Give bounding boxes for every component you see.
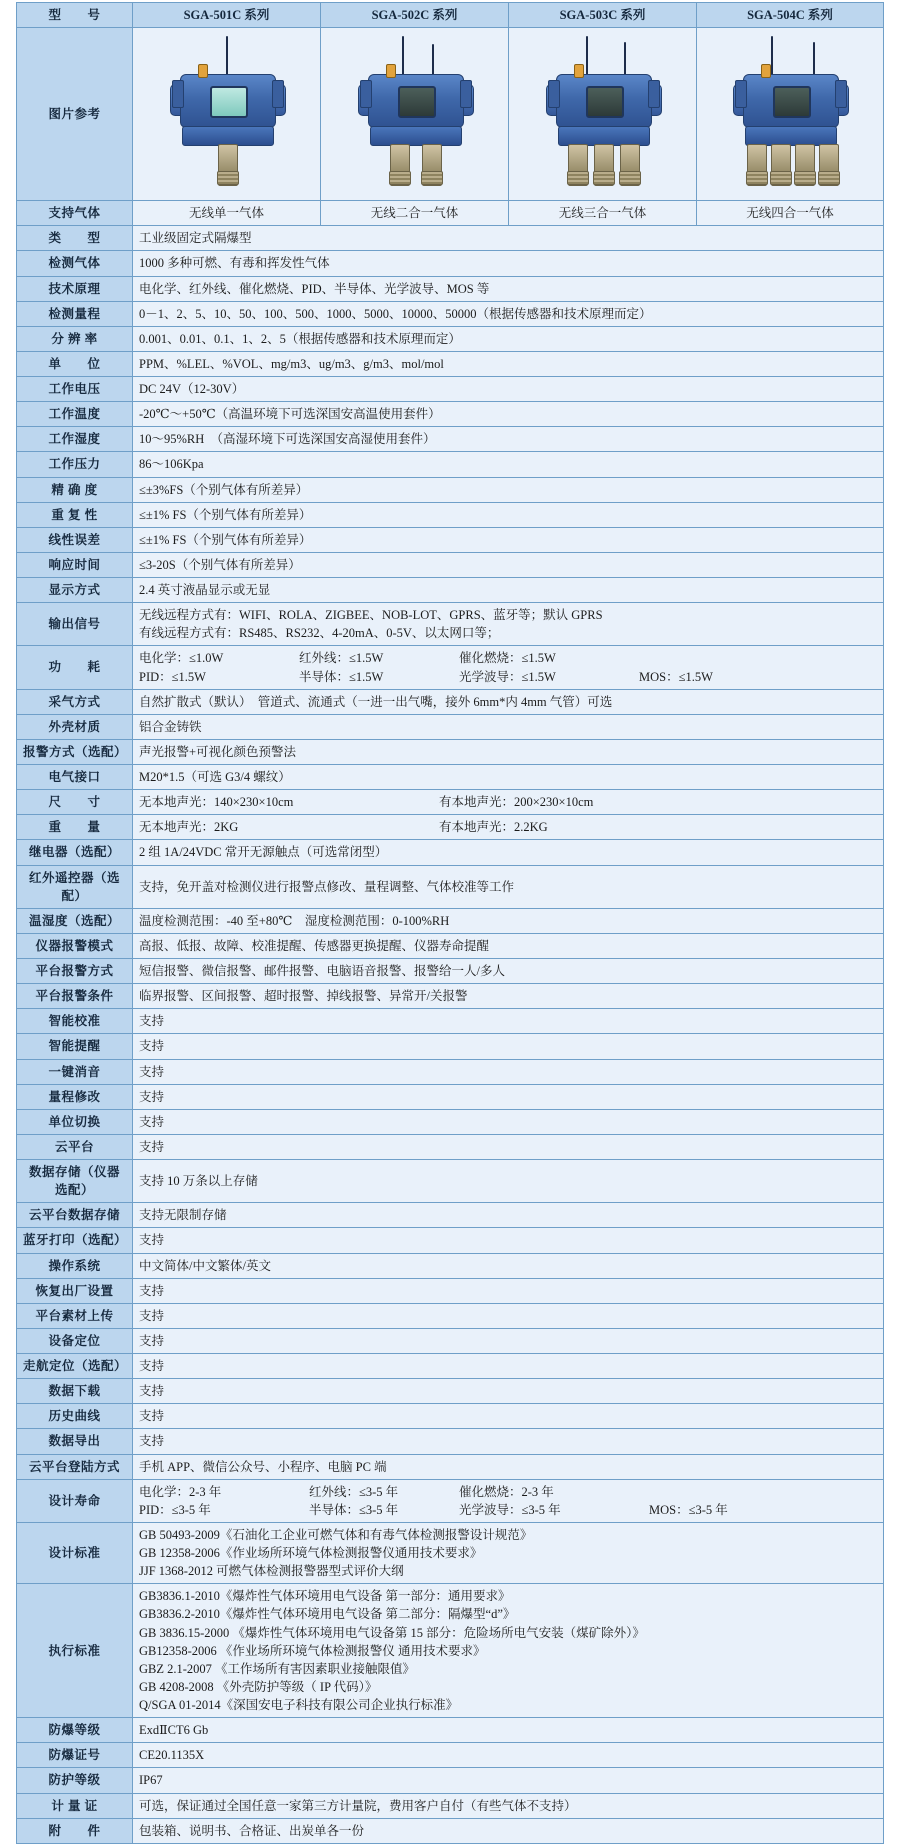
row-label: 温湿度（选配）: [17, 908, 133, 933]
row-value: 中文简体/中文繁体/英文: [133, 1253, 884, 1278]
row-label: 数据下载: [17, 1379, 133, 1404]
device-image-2: [321, 28, 509, 201]
model-header-2: SGA-502C 系列: [321, 3, 509, 28]
row-label: 电气接口: [17, 765, 133, 790]
output-signal-wireless: 无线远程方式有：WIFI、ROLA、ZIGBEE、NOB-LOT、GPRS、蓝牙等；默认 GPRS: [139, 608, 603, 623]
table-row: [17, 1328, 884, 1353]
row-value-power: [133, 646, 884, 689]
row-label: 技术原理: [17, 276, 133, 301]
model-header-1: SGA-501C 系列: [133, 3, 321, 28]
row-value: 临界报警、区间报警、超时报警、掉线报警、异常开/关报警: [133, 984, 884, 1009]
row-value: 10～95%RH （高湿环境下可选深国安高湿使用套件）: [133, 427, 884, 452]
row-label-output-signal: 输出信号: [17, 603, 133, 646]
table-row: [17, 1718, 884, 1743]
table-row: [17, 1429, 884, 1454]
row-value: 1000 多种可燃、有毒和挥发性气体: [133, 251, 884, 276]
row-value: ≤±3%FS（个别气体有所差异）: [133, 477, 884, 502]
table-row: [17, 1404, 884, 1429]
table-row: [17, 1818, 884, 1843]
exec-standard-line: GBZ 2.1-2007 《工作场所有害因素职业接触限值》: [139, 1661, 416, 1676]
output-signal-wired: 有线远程方式有：RS485、RS232、4-20mA、0-5V、以太网口等；: [139, 626, 500, 641]
table-row: [17, 452, 884, 477]
table-row: [17, 578, 884, 603]
row-label-gas-support: 支持气体: [17, 201, 133, 226]
table-row: [17, 1228, 884, 1253]
row-label: 类 型: [17, 226, 133, 251]
exec-standard-line: GB3836.1-2010《爆炸性气体环境用电气设备 第一部分：通用要求》: [139, 1589, 511, 1604]
gas-support-4: 无线四合一气体: [697, 201, 884, 226]
life-infrared: 红外线：≤3-5 年: [309, 1484, 399, 1499]
row-label: 重 复 性: [17, 502, 133, 527]
table-row: [17, 1454, 884, 1479]
row-value: 工业级固定式隔爆型: [133, 226, 884, 251]
row-value: PPM、%LEL、%VOL、mg/m3、ug/m3、g/m3、mol/mol: [133, 351, 884, 376]
table-row: [17, 552, 884, 577]
table-row: [17, 865, 884, 908]
row-label: 外壳材质: [17, 714, 133, 739]
row-value: CE20.1135X: [133, 1743, 884, 1768]
life-optical: 光学波导：≤3-5 年: [459, 1502, 561, 1517]
table-row: [17, 984, 884, 1009]
row-value: 可选，保证通过全国任意一家第三方计量院，费用客户自付（有些气体不支持）: [133, 1793, 884, 1818]
row-label: 云平台: [17, 1134, 133, 1159]
table-row: [17, 739, 884, 764]
row-value: 支持: [133, 1228, 884, 1253]
weight-without-alarm: 无本地声光：2KG: [139, 820, 239, 835]
row-value: M20*1.5（可选 G3/4 螺纹）: [133, 765, 884, 790]
row-value: 高报、低报、故障、校准提醒、传感器更换提醒、仪器寿命提醒: [133, 933, 884, 958]
table-row: [17, 377, 884, 402]
row-label: 设备定位: [17, 1328, 133, 1353]
row-label: 工作压力: [17, 452, 133, 477]
row-value: ≤±1% FS（个别气体有所差异）: [133, 527, 884, 552]
table-row-weight: [17, 815, 884, 840]
row-label: 数据存储（仪器选配）: [17, 1160, 133, 1203]
table-row: [17, 1379, 884, 1404]
life-semiconductor: 半导体：≤3-5 年: [309, 1502, 399, 1517]
row-label: 采气方式: [17, 689, 133, 714]
row-label: 精 确 度: [17, 477, 133, 502]
row-value: 86～106Kpa: [133, 452, 884, 477]
row-value: 2 组 1A/24VDC 常开无源触点（可选常闭型）: [133, 840, 884, 865]
row-value: 支持: [133, 1354, 884, 1379]
table-row: [17, 714, 884, 739]
life-pid: PID：≤3-5 年: [139, 1502, 211, 1517]
row-value: 支持: [133, 1134, 884, 1159]
row-value: 支持无限制存储: [133, 1203, 884, 1228]
exec-standard-line: GB 4208-2008 《外壳防护等级（ IP 代码）》: [139, 1679, 378, 1694]
table-row-image: [17, 28, 884, 201]
row-label: 云平台登陆方式: [17, 1454, 133, 1479]
power-infrared: 红外线：≤1.5W: [299, 651, 384, 666]
row-label: 量程修改: [17, 1084, 133, 1109]
row-label: 红外遥控器（选配）: [17, 865, 133, 908]
row-label: 防爆等级: [17, 1718, 133, 1743]
row-label: 智能校准: [17, 1009, 133, 1034]
row-label: 响应时间: [17, 552, 133, 577]
table-row-gas-support: [17, 201, 884, 226]
table-row-exec-standard: [17, 1584, 884, 1718]
row-label: 工作湿度: [17, 427, 133, 452]
gas-support-3: 无线三合一气体: [509, 201, 697, 226]
row-value: ≤±1% FS（个别气体有所差异）: [133, 502, 884, 527]
table-row: [17, 1303, 884, 1328]
specification-table: [16, 2, 884, 1844]
row-label-design-standard: 设计标准: [17, 1522, 133, 1583]
row-value: ≤3-20S（个别气体有所差异）: [133, 552, 884, 577]
table-row: [17, 527, 884, 552]
table-row: [17, 689, 884, 714]
row-label: 历史曲线: [17, 1404, 133, 1429]
row-label: 一键消音: [17, 1059, 133, 1084]
row-label-weight: 重 量: [17, 815, 133, 840]
table-row: [17, 1768, 884, 1793]
power-semiconductor: 半导体：≤1.5W: [299, 669, 384, 684]
table-row: [17, 351, 884, 376]
row-label: 检测气体: [17, 251, 133, 276]
row-value: -20℃～+50℃（高温环境下可选深国安高温使用套件）: [133, 402, 884, 427]
row-value: 支持: [133, 1009, 884, 1034]
table-row: [17, 933, 884, 958]
row-value-design-standard: [133, 1522, 884, 1583]
row-label: 继电器（选配）: [17, 840, 133, 865]
row-value: 支持: [133, 1404, 884, 1429]
exec-standard-line: GB12358-2006 《作业场所环境气体检测报警仪 通用技术要求》: [139, 1643, 486, 1658]
gas-support-1: 无线单一气体: [133, 201, 321, 226]
power-pid: PID：≤1.5W: [139, 669, 206, 684]
weight-with-alarm: 有本地声光：2.2KG: [439, 820, 548, 835]
row-value: 支持: [133, 1109, 884, 1134]
size-without-alarm: 无本地声光：140×230×10cm: [139, 795, 294, 810]
row-label-power: 功 耗: [17, 646, 133, 689]
row-label: 线性误差: [17, 527, 133, 552]
table-row: [17, 908, 884, 933]
row-value: 支持: [133, 1034, 884, 1059]
row-label: 数据导出: [17, 1429, 133, 1454]
row-value: 包装箱、说明书、合格证、出炭单各一份: [133, 1818, 884, 1843]
table-row: [17, 1160, 884, 1203]
row-label: 附 件: [17, 1818, 133, 1843]
exec-standard-line: GB 3836.15-2000 《爆炸性气体环境用电气设备第 15 部分：危险场所电气安装（煤矿除外）》: [139, 1625, 645, 1640]
table-row-power: [17, 646, 884, 689]
row-label: 计 量 证: [17, 1793, 133, 1818]
table-row: [17, 1109, 884, 1134]
row-value: 支持，免开盖对检测仪进行报警点修改、量程调整、气体校准等工作: [133, 865, 884, 908]
size-with-alarm: 有本地声光：200×230×10cm: [439, 795, 594, 810]
table-row: [17, 959, 884, 984]
table-row: [17, 1278, 884, 1303]
row-value: 支持: [133, 1084, 884, 1109]
row-value: 支持: [133, 1328, 884, 1353]
design-standard-line: JJF 1368-2012 可燃气体检测报警器型式评价大纲: [139, 1564, 404, 1579]
design-standard-line: GB 12358-2006《作业场所环境气体检测报警仪通用技术要求》: [139, 1546, 483, 1560]
row-value: 手机 APP、微信公众号、小程序、电脑 PC 端: [133, 1454, 884, 1479]
table-row: [17, 1793, 884, 1818]
table-row: [17, 326, 884, 351]
life-mos: MOS：≤3-5 年: [649, 1502, 728, 1517]
table-row: [17, 427, 884, 452]
row-value-weight: [133, 815, 884, 840]
table-row: [17, 477, 884, 502]
table-row: [17, 276, 884, 301]
table-row-size: [17, 790, 884, 815]
row-label: 工作电压: [17, 377, 133, 402]
table-row: [17, 840, 884, 865]
life-electrochemical: 电化学：2-3 年: [139, 1484, 222, 1499]
row-label-exec-standard: 执行标准: [17, 1584, 133, 1718]
table-row-design-standard: [17, 1522, 884, 1583]
row-value: 声光报警+可视化颜色预警法: [133, 739, 884, 764]
row-label: 走航定位（选配）: [17, 1354, 133, 1379]
row-value: IP67: [133, 1768, 884, 1793]
row-label: 报警方式（选配）: [17, 739, 133, 764]
row-value-size: [133, 790, 884, 815]
model-header-4: SGA-504C 系列: [697, 3, 884, 28]
table-row: [17, 502, 884, 527]
row-label: 防爆证号: [17, 1743, 133, 1768]
table-row-model: [17, 3, 884, 28]
row-value: 支持: [133, 1059, 884, 1084]
row-value: 支持: [133, 1303, 884, 1328]
device-image-4: [697, 28, 884, 201]
row-label-design-life: 设计寿命: [17, 1479, 133, 1522]
device-image-3: [509, 28, 697, 201]
row-label-size: 尺 寸: [17, 790, 133, 815]
row-value: 短信报警、微信报警、邮件报警、电脑语音报警、报警给一人/多人: [133, 959, 884, 984]
row-label: 恢复出厂设置: [17, 1278, 133, 1303]
table-row: [17, 1084, 884, 1109]
design-standard-line: GB 50493-2009《石油化工企业可燃气体和有毒气体检测报警设计规范》: [139, 1527, 533, 1542]
row-label: 操作系统: [17, 1253, 133, 1278]
table-row: [17, 1059, 884, 1084]
table-row: [17, 1743, 884, 1768]
row-label: 防护等级: [17, 1768, 133, 1793]
row-label-model: 型 号: [17, 3, 133, 28]
row-value-design-life: [133, 1479, 884, 1522]
row-value: 支持 10 万条以上存储: [133, 1160, 884, 1203]
table-row: [17, 1134, 884, 1159]
row-value: 0.001、0.01、0.1、1、2、5（根据传感器和技术原理而定）: [133, 326, 884, 351]
row-label: 工作温度: [17, 402, 133, 427]
row-value: 电化学、红外线、催化燃烧、PID、半导体、光学波导、MOS 等: [133, 276, 884, 301]
row-label: 单位切换: [17, 1109, 133, 1134]
gas-support-2: 无线二合一气体: [321, 201, 509, 226]
row-value: 支持: [133, 1379, 884, 1404]
table-row: [17, 1354, 884, 1379]
row-label: 单 位: [17, 351, 133, 376]
row-label: 平台素材上传: [17, 1303, 133, 1328]
model-header-3: SGA-503C 系列: [509, 3, 697, 28]
table-row: [17, 301, 884, 326]
table-row-design-life: [17, 1479, 884, 1522]
table-row: [17, 226, 884, 251]
row-label: 云平台数据存储: [17, 1203, 133, 1228]
table-row: [17, 1034, 884, 1059]
row-value: 温度检测范围：-40 至+80℃ 湿度检测范围：0-100%RH: [133, 908, 884, 933]
row-label: 蓝牙打印（选配）: [17, 1228, 133, 1253]
row-label: 检测量程: [17, 301, 133, 326]
device-image-1: [133, 28, 321, 201]
table-row: [17, 1009, 884, 1034]
row-label: 仪器报警模式: [17, 933, 133, 958]
row-value-exec-standard: [133, 1584, 884, 1718]
power-electrochemical: 电化学：≤1.0W: [139, 651, 224, 666]
power-catalytic: 催化燃烧：≤1.5W: [459, 651, 556, 666]
row-value: ExdⅡCT6 Gb: [133, 1718, 884, 1743]
row-label: 显示方式: [17, 578, 133, 603]
table-row: [17, 765, 884, 790]
table-row: [17, 402, 884, 427]
row-value: DC 24V（12-30V）: [133, 377, 884, 402]
life-catalytic: 催化燃烧：2-3 年: [459, 1484, 554, 1499]
row-label: 分 辨 率: [17, 326, 133, 351]
table-row: [17, 1253, 884, 1278]
row-label: 平台报警条件: [17, 984, 133, 1009]
table-row-output-signal: [17, 603, 884, 646]
exec-standard-line: Q/SGA 01-2014《深国安电子科技有限公司企业执行标准》: [139, 1698, 459, 1712]
row-value-output-signal: [133, 603, 884, 646]
table-row: [17, 1203, 884, 1228]
row-value: 支持: [133, 1429, 884, 1454]
row-label: 平台报警方式: [17, 959, 133, 984]
row-label-image: 图片参考: [17, 28, 133, 201]
row-label: 智能提醒: [17, 1034, 133, 1059]
row-value: 自然扩散式（默认） 管道式、流通式（一进一出气嘴，接外 6mm*内 4mm 气管）可选: [133, 689, 884, 714]
exec-standard-line: GB3836.2-2010《爆炸性气体环境用电气设备 第二部分：隔爆型“d”》: [139, 1607, 516, 1622]
power-optical: 光学波导：≤1.5W: [459, 669, 556, 684]
power-mos: MOS：≤1.5W: [639, 669, 713, 684]
table-row: [17, 251, 884, 276]
row-value: 铝合金铸铁: [133, 714, 884, 739]
row-value: 支持: [133, 1278, 884, 1303]
row-value: 0－1、2、5、10、50、100、500、1000、5000、10000、50000（根据传感器和技术原理而定）: [133, 301, 884, 326]
row-value: 2.4 英寸液晶显示或无显: [133, 578, 884, 603]
